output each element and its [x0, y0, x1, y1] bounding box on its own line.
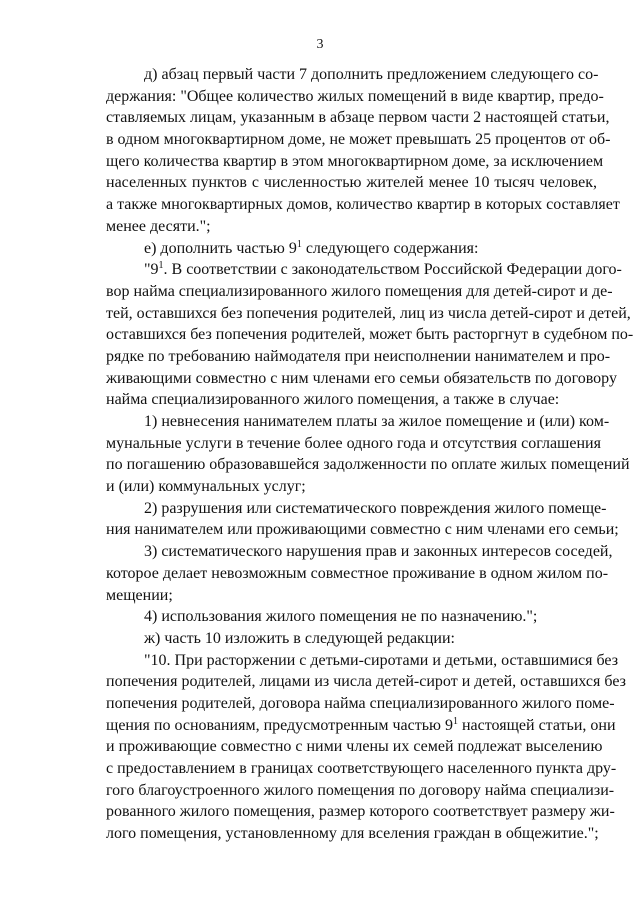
line-text: "10. При расторжении с детьми-сиротами и детьми, оставшимися без	[144, 651, 619, 669]
line-text: ния нанимателем или проживающими совместно с ним членами его семьи;	[106, 521, 619, 539]
paragraph-c3	[106, 541, 613, 606]
line-text: мунальные услуги в течение более одного года и отсутствия соглашения	[106, 434, 601, 452]
paragraph-d	[106, 64, 620, 238]
line-text: с предоставлением в границах соответствующего населенного пункта дру-	[106, 760, 617, 777]
line-text: рованного жилого помещения, размер которого соответствует размеру жи-	[106, 803, 615, 821]
text-line	[106, 671, 626, 693]
text-line	[106, 585, 597, 607]
text-line	[106, 238, 597, 260]
line-text-after: следующего содержания:	[301, 239, 479, 257]
text-line	[106, 259, 622, 281]
line-text: щения по основаниям, предусмотренным частью 9	[106, 716, 453, 734]
line-text: которое делает невозможным совместное проживание в одном жилом по-	[106, 564, 609, 582]
line-text: "9	[144, 261, 159, 279]
paragraph-c4	[106, 606, 597, 628]
paragraph-p10	[106, 650, 626, 845]
text-line	[106, 172, 597, 194]
line-text: 1) невнесения нанимателем платы за жилое помещение и (или) ком-	[144, 413, 610, 430]
line-text: и (или) коммунальных услуг;	[106, 478, 306, 496]
text-line	[106, 606, 597, 628]
line-text: найма специализированного жилого помещения, а также в случае:	[106, 391, 560, 409]
text-line	[106, 151, 604, 173]
line-text: живающими совместно с ним членами его семьи обязательств по договору	[106, 369, 617, 387]
line-text: е) дополнить частью 9	[144, 239, 297, 257]
text-line	[106, 628, 597, 650]
text-line	[106, 650, 619, 672]
line-text: д) абзац первый части 7 дополнить предложением следующего со-	[144, 66, 599, 83]
superscript: 1	[158, 260, 164, 272]
document-body	[106, 64, 634, 845]
line-text: ставляемых лицам, указанным в абзаце первом части 2 настоящей статьи,	[106, 109, 610, 127]
line-text: в одном многоквартирном доме, не может превышать 25 процентов от об-	[106, 131, 611, 149]
text-line	[106, 389, 597, 411]
text-line	[106, 541, 613, 563]
text-line	[106, 433, 601, 455]
text-line	[106, 736, 603, 758]
line-text: по погашению образовавшейся задолженности по оплате жилых помещений	[106, 456, 630, 474]
paragraph-c1	[106, 411, 630, 498]
text-line	[106, 693, 615, 715]
text-line	[106, 519, 619, 541]
paragraph-p9	[106, 259, 634, 411]
line-text: 2) разрушения или систематического повреждения жилого помеще-	[144, 499, 607, 517]
line-text: а также многоквартирных домов, количество квартир в которых составляет	[106, 196, 620, 214]
text-line	[106, 780, 615, 802]
text-line	[106, 129, 611, 151]
paragraph-e	[106, 238, 597, 260]
line-text: 3) систематического нарушения прав и законных интересов соседей,	[144, 543, 613, 561]
text-line	[106, 324, 634, 346]
line-text-after: . В соответствии с законодательством Российской Федерации дого-	[163, 261, 622, 279]
line-text: оставшихся без попечения родителей, может быть расторгнут в судебном по-	[106, 326, 634, 344]
text-line	[106, 64, 597, 86]
text-line	[106, 216, 597, 238]
text-line	[106, 563, 609, 585]
superscript: 1	[452, 715, 458, 727]
line-text: населенных пунктов с численностью жителей менее 10 тысяч человек,	[106, 174, 597, 192]
text-line	[106, 303, 631, 325]
line-text: 4) использования жилого помещения не по назначению.";	[144, 608, 538, 626]
line-text: попечения родителей, лицами из числа детей-сирот и детей, оставшихся без	[106, 673, 626, 691]
text-line	[106, 194, 620, 216]
line-text: попечения родителей, договора найма специализированного жилого поме-	[106, 694, 615, 712]
text-line	[106, 715, 616, 737]
line-text-after: настоящей статьи, они	[457, 716, 616, 734]
text-line	[106, 281, 613, 303]
text-line	[106, 346, 611, 368]
line-text: тей, оставшихся без попечения родителей, лиц из числа детей-сирот и детей,	[106, 304, 631, 322]
paragraph-c2	[106, 498, 619, 541]
line-text: гого благоустроенного жилого помещения по договору найма специализи-	[106, 781, 615, 799]
line-text: лого помещения, установленному для вселения граждан в общежитие.";	[106, 825, 599, 843]
line-text: рядке по требованию наймодателя при неисполнении нанимателем и про-	[106, 347, 611, 365]
line-text: вор найма специализированного жилого помещения для детей-сирот и де-	[106, 282, 613, 300]
line-text: менее десяти.";	[106, 217, 211, 235]
text-line	[106, 368, 617, 390]
text-line	[106, 411, 610, 433]
text-line	[106, 758, 617, 780]
text-line	[106, 823, 597, 845]
text-line	[106, 801, 615, 823]
text-line	[106, 107, 610, 129]
line-text: и проживающие совместно с ними члены их семей подлежат выселению	[106, 738, 603, 756]
superscript: 1	[296, 238, 302, 250]
text-line	[106, 498, 607, 520]
line-text: ж) часть 10 изложить в следующей редакции:	[144, 629, 455, 647]
text-line	[106, 86, 604, 108]
page-number: 3	[316, 37, 324, 52]
line-text: мещении;	[106, 586, 173, 604]
line-text: щего количества квартир в этом многоквартирном доме, за исключением	[106, 152, 604, 170]
paragraph-zh	[106, 628, 597, 650]
text-line	[106, 454, 630, 476]
line-text: держания: "Общее количество жилых помещений в виде квартир, предо-	[106, 87, 604, 105]
text-line	[106, 476, 597, 498]
